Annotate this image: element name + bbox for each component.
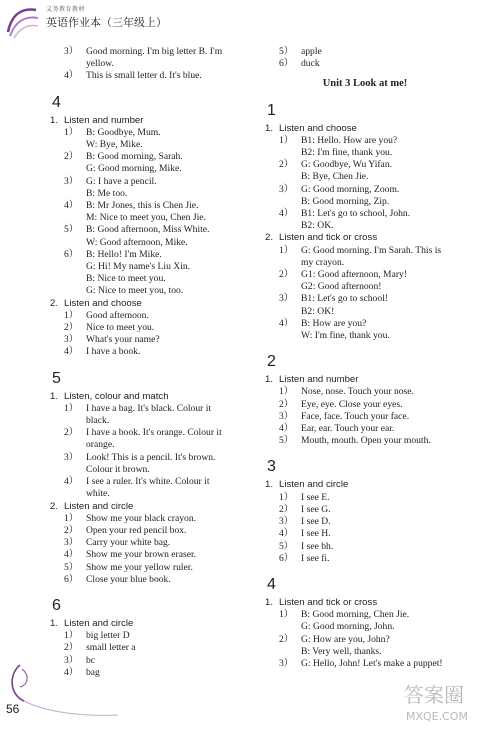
answer-item: [50, 537, 250, 549]
exercise-label: Listen and tick or cross: [279, 232, 378, 244]
item-line: Colour it brown.: [86, 463, 150, 475]
item-text: [301, 435, 465, 447]
section-number: 1: [267, 101, 276, 119]
item-line: Good afternoon.: [86, 309, 149, 321]
item-text: [86, 346, 250, 358]
item-number: 4）: [64, 549, 79, 561]
item-text: [86, 476, 250, 500]
exercise-heading: [50, 391, 250, 403]
item-line: Good morning. I'm big letter B. I'm: [86, 46, 223, 57]
answer-item: [265, 208, 465, 232]
answer-item: [265, 435, 465, 447]
item-text: [86, 642, 250, 654]
item-number: 6）: [64, 573, 79, 585]
section-number: 5: [52, 369, 61, 387]
exercise-number: 1.: [50, 390, 59, 402]
svg-text:MXQE.COM: MXQE.COM: [406, 710, 468, 723]
item-line: B: Good morning, Chen Jie.: [301, 609, 410, 621]
answer-item: [265, 269, 465, 293]
item-number: 2）: [279, 269, 294, 281]
item-line: I have a book.: [86, 346, 141, 358]
item-line: W: Bye, Mike.: [86, 139, 143, 151]
exercise-number: 2.: [50, 500, 59, 512]
item-line: Nose, nose. Touch your nose.: [301, 386, 414, 398]
answer-item: [265, 658, 465, 670]
item-line: G: Good morning, John.: [301, 621, 395, 633]
item-line: Open your red pencil box.: [86, 524, 187, 536]
item-line: G: Nice to meet you, too.: [86, 285, 184, 297]
item-text: [86, 574, 250, 586]
item-line: Mouth, mouth. Open your mouth.: [301, 435, 431, 447]
item-line: G: Hi! My name's Liu Xin.: [86, 261, 191, 273]
answer-item: [50, 562, 250, 574]
item-line: B2: I'm fine, thank you.: [301, 147, 393, 159]
item-text: [86, 249, 250, 298]
item-line: B2: OK!: [301, 305, 335, 317]
item-number: 4）: [64, 666, 79, 678]
item-line: B1: Let's go to school, John.: [301, 208, 411, 220]
item-text: [301, 318, 465, 342]
item-number: 4）: [64, 346, 79, 358]
item-number: 5）: [279, 46, 294, 57]
item-line: yellow.: [86, 58, 114, 70]
item-line: B1: Hello. How are you?: [301, 134, 398, 146]
item-number: 5）: [279, 435, 294, 447]
item-number: 4）: [64, 476, 79, 488]
answer-item: [265, 528, 465, 540]
answer-item: [265, 245, 465, 269]
answer-item: [265, 504, 465, 516]
section-number: 4: [267, 575, 276, 593]
item-line: apple: [301, 46, 322, 57]
item-line: Show me your brown eraser.: [86, 549, 197, 561]
item-number: 2）: [64, 151, 79, 163]
answer-item: [50, 310, 250, 322]
answer-item: [265, 423, 465, 435]
item-number: 1）: [64, 309, 79, 321]
item-line: Show me your yellow ruler.: [86, 561, 193, 573]
item-text: [86, 452, 250, 476]
book-title: 英语作业本（三年级上）: [46, 16, 167, 29]
answer-item: [265, 159, 465, 183]
item-number: 3）: [64, 537, 79, 549]
item-line: B: Hello! I'm Mike.: [86, 248, 162, 260]
answer-item: [50, 224, 250, 248]
item-text: [86, 630, 250, 642]
answer-item: [265, 634, 465, 658]
answer-item: [265, 318, 465, 342]
item-line: bc: [86, 654, 96, 666]
item-number: 4）: [64, 70, 79, 82]
item-number: 2）: [64, 427, 79, 439]
item-line: B: How are you?: [301, 317, 367, 329]
item-number: 3）: [64, 175, 79, 187]
exercise-number: 1.: [265, 374, 274, 386]
answer-item: [265, 46, 465, 58]
item-text: [86, 70, 250, 82]
exercise-heading: [265, 374, 465, 386]
item-text: [301, 293, 465, 317]
item-number: 2）: [64, 642, 79, 654]
item-text: [86, 562, 250, 574]
exercise-number: 1.: [50, 114, 59, 126]
item-line: Face, face. Touch your face.: [301, 410, 410, 422]
exercise-heading: [265, 479, 465, 491]
exercise-heading: [50, 298, 250, 310]
item-number: 1）: [64, 402, 79, 414]
answer-item: [50, 525, 250, 537]
item-line: B: Good morning, Zip.: [301, 195, 390, 207]
item-line: Carry your white bag.: [86, 537, 171, 549]
exercise-number: 1.: [265, 122, 274, 134]
answer-item: [265, 492, 465, 504]
item-text: [86, 127, 250, 151]
item-text: [86, 334, 250, 346]
item-number: 2）: [64, 322, 79, 334]
exercise-label: Listen, colour and match: [64, 390, 169, 402]
item-line: duck: [301, 58, 320, 70]
item-text: [301, 492, 465, 504]
answer-item: [50, 346, 250, 358]
item-line: Look! This is a pencil. It's brown.: [86, 451, 216, 463]
exercise-number: 1.: [265, 479, 274, 491]
item-line: B: Nice to meet you.: [86, 273, 166, 285]
item-text: [301, 245, 465, 269]
left-column: [50, 46, 250, 679]
item-line: I see D.: [301, 516, 331, 528]
item-line: M: Nice to meet you, Chen Jie.: [86, 212, 206, 224]
answer-item: [265, 184, 465, 208]
item-text: [86, 513, 250, 525]
item-text: [301, 208, 465, 232]
item-line: Eye, eye. Close your eyes.: [301, 398, 403, 410]
item-number: 1）: [64, 630, 79, 642]
exercise-heading: [265, 597, 465, 609]
item-line: I see G.: [301, 503, 331, 515]
item-number: 5）: [64, 561, 79, 573]
item-line: B: Good afternoon, Miss White.: [86, 224, 210, 236]
answer-item: [50, 176, 250, 200]
item-line: B2: OK.: [301, 220, 334, 232]
item-number: 3）: [279, 516, 294, 528]
item-line: G: Good morning, Mike.: [86, 163, 182, 175]
item-text: [86, 46, 250, 70]
item-line: I see H.: [301, 528, 331, 540]
item-line: B: Good morning, Sarah.: [86, 151, 183, 163]
item-number: 3）: [279, 410, 294, 422]
item-line: orange.: [86, 439, 115, 451]
answer-item: [50, 642, 250, 654]
item-line: I see fi.: [301, 552, 330, 564]
item-number: 3）: [64, 46, 79, 57]
item-text: [86, 427, 250, 451]
item-number: 1）: [279, 491, 294, 503]
item-number: 5）: [64, 224, 79, 236]
item-number: 3）: [279, 183, 294, 195]
answer-item: [50, 151, 250, 175]
answer-item: [50, 127, 250, 151]
item-number: 4）: [279, 528, 294, 540]
item-line: G: Good morning. I'm Sarah. This is: [301, 244, 442, 256]
item-text: [86, 537, 250, 549]
item-text: [301, 553, 465, 565]
item-line: I see E.: [301, 491, 330, 503]
section-number: 2: [267, 353, 276, 371]
item-text: [301, 58, 465, 70]
item-line: white.: [86, 488, 110, 500]
answer-item: [265, 553, 465, 565]
item-line: G1: Good afternoon, Mary!: [301, 269, 408, 281]
answer-item: [50, 46, 250, 70]
item-line: my crayon.: [301, 256, 345, 268]
exercise-label: Listen and circle: [64, 617, 134, 629]
item-text: [301, 269, 465, 293]
answer-item: [50, 549, 250, 561]
answer-item: [50, 403, 250, 427]
item-number: 4）: [279, 317, 294, 329]
item-number: 1）: [64, 126, 79, 138]
exercise-heading: [50, 115, 250, 127]
item-text: [301, 159, 465, 183]
item-text: [301, 411, 465, 423]
page-header: [0, 0, 500, 44]
answer-item: [50, 427, 250, 451]
exercise-label: Listen and number: [64, 114, 144, 126]
item-text: [301, 541, 465, 553]
item-number: 1）: [279, 386, 294, 398]
answer-item: [50, 200, 250, 224]
item-number: 3）: [279, 657, 294, 669]
item-text: [86, 549, 250, 561]
answer-item: [265, 609, 465, 633]
item-line: G2: Good afternoon!: [301, 281, 382, 293]
answer-item: [265, 516, 465, 528]
page-number: 56: [6, 702, 20, 716]
answer-item: [50, 70, 250, 82]
item-text: [301, 609, 465, 633]
item-text: [86, 322, 250, 334]
item-line: B: Bye, Chen Jie.: [301, 171, 369, 183]
item-text: [301, 516, 465, 528]
item-number: 2）: [64, 524, 79, 536]
answer-item: [50, 249, 250, 298]
item-number: 5）: [279, 540, 294, 552]
section-number: 4: [52, 93, 61, 111]
item-number: 6）: [279, 552, 294, 564]
item-line: G: How are you, John?: [301, 633, 390, 645]
svg-text:答案圈: 答案圈: [404, 683, 464, 707]
item-line: G: Goodbye, Wu Yifan.: [301, 159, 393, 171]
item-number: 1）: [279, 609, 294, 621]
item-line: big letter D: [86, 630, 130, 642]
item-line: Nice to meet you.: [86, 322, 155, 334]
exercise-heading: [265, 232, 465, 244]
item-line: G: I have a pencil.: [86, 175, 157, 187]
exercise-label: Listen and number: [279, 374, 359, 386]
item-text: [301, 135, 465, 159]
item-number: 3）: [64, 334, 79, 346]
item-line: Show me your black crayon.: [86, 512, 197, 524]
section-number: 6: [52, 596, 61, 614]
item-text: [86, 403, 250, 427]
publisher-logo-icon: [2, 2, 42, 42]
watermark-logo: [398, 680, 494, 726]
item-text: [86, 176, 250, 200]
exercise-number: 1.: [50, 617, 59, 629]
answer-item: [265, 411, 465, 423]
item-line: I have a book. It's orange. Colour it: [86, 427, 222, 439]
item-number: 6）: [279, 58, 294, 70]
item-number: 6）: [64, 248, 79, 260]
answer-item: [265, 293, 465, 317]
exercise-label: Listen and circle: [279, 479, 349, 491]
item-text: [301, 528, 465, 540]
item-text: [301, 634, 465, 658]
item-text: [301, 184, 465, 208]
item-text: [86, 310, 250, 322]
item-number: 4）: [279, 423, 294, 435]
item-number: 3）: [64, 451, 79, 463]
item-number: 4）: [64, 200, 79, 212]
answer-item: [50, 513, 250, 525]
answer-item: [265, 386, 465, 398]
answer-item: [265, 541, 465, 553]
unit-title: Unit 3 Look at me!: [322, 78, 408, 90]
answer-item: [50, 476, 250, 500]
answer-item: [50, 630, 250, 642]
item-line: B: Very well, thanks.: [301, 645, 382, 657]
item-number: 2）: [279, 159, 294, 171]
item-line: What's your name?: [86, 334, 160, 346]
answer-item: [265, 58, 465, 70]
item-line: black.: [86, 415, 110, 427]
answer-item: [265, 399, 465, 411]
item-text: [86, 151, 250, 175]
item-line: I have a bag. It's black. Colour it: [86, 402, 212, 414]
item-number: 2）: [279, 633, 294, 645]
item-text: [86, 224, 250, 248]
answer-item: [50, 574, 250, 586]
exercise-heading: [265, 123, 465, 135]
item-line: B: Me too.: [86, 187, 128, 199]
item-text: [301, 46, 465, 58]
item-line: B1: Let's go to school!: [301, 293, 388, 305]
item-line: small letter a: [86, 642, 136, 654]
item-number: 3）: [279, 293, 294, 305]
right-column: [265, 46, 465, 670]
exercise-number: 1.: [265, 596, 274, 608]
item-line: G: Good morning, Zoom.: [301, 183, 400, 195]
answer-item: [265, 135, 465, 159]
item-text: [86, 200, 250, 224]
item-number: 1）: [279, 244, 294, 256]
section-number: 3: [267, 458, 276, 476]
exercise-number: 2.: [265, 232, 274, 244]
item-number: 2）: [279, 398, 294, 410]
item-number: 2）: [279, 503, 294, 515]
item-line: Close your blue book.: [86, 573, 171, 585]
answer-item: [50, 334, 250, 346]
answer-item: [50, 322, 250, 334]
item-text: [301, 504, 465, 516]
item-text: [301, 399, 465, 411]
exercise-label: Listen and circle: [64, 500, 134, 512]
item-line: I see bh.: [301, 540, 334, 552]
item-text: [301, 423, 465, 435]
exercise-heading: [50, 618, 250, 630]
item-text: [86, 525, 250, 537]
item-line: bag: [86, 666, 100, 678]
item-line: W: Good afternoon, Mike.: [86, 236, 188, 248]
item-number: 1）: [64, 512, 79, 524]
item-line: This is small letter d. It's blue.: [86, 70, 202, 82]
item-line: B: Goodbye, Mum.: [86, 126, 161, 138]
item-number: 3）: [64, 654, 79, 666]
exercise-label: Listen and tick or cross: [279, 596, 378, 608]
exercise-heading: [50, 501, 250, 513]
item-line: I see a ruler. It's white. Colour it: [86, 476, 210, 488]
answer-item: [50, 452, 250, 476]
item-text: [301, 386, 465, 398]
item-number: 4）: [279, 208, 294, 220]
item-line: Ear, ear. Touch your ear.: [301, 423, 395, 435]
item-line: G: Hello, John! Let's make a puppet!: [301, 657, 443, 669]
exercise-label: Listen and choose: [64, 297, 142, 309]
item-number: 1）: [279, 134, 294, 146]
item-text: [301, 658, 465, 670]
publisher-small-text: 义务教育教材: [46, 7, 86, 13]
item-line: W: I'm fine, thank you.: [301, 330, 390, 342]
exercise-label: Listen and choose: [279, 122, 357, 134]
exercise-number: 2.: [50, 297, 59, 309]
item-line: B: Mr Jones, this is Chen Jie.: [86, 200, 199, 212]
